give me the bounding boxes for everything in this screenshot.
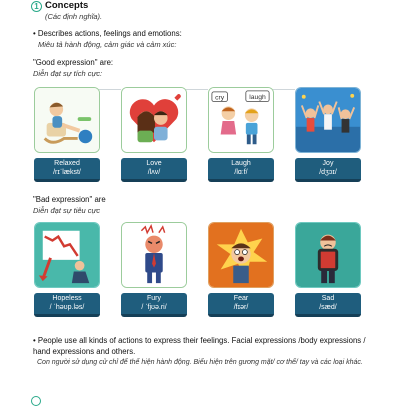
ipa-text: / ˈhəʊp.ləs/ bbox=[49, 303, 85, 311]
cry-sticker-text: cry bbox=[215, 94, 225, 102]
relaxing-person-icon bbox=[34, 87, 100, 153]
word-text: Fear bbox=[233, 294, 249, 302]
card-hopeless bbox=[34, 222, 100, 317]
word-label bbox=[34, 158, 100, 182]
bad-heading-vi: Diễn đạt sự tiêu cực bbox=[33, 206, 101, 215]
word-label bbox=[121, 293, 187, 317]
connector-line bbox=[273, 89, 295, 90]
ipa-text: /dʒɔɪ/ bbox=[319, 168, 337, 176]
next-section-badge bbox=[31, 396, 41, 406]
body-paragraph-en: • People use all kinds of actions to express their feelings. Facial expressions /body expressions / hand expressions and others. bbox=[33, 336, 366, 357]
card-fury bbox=[121, 222, 187, 317]
laughing-kids-icon bbox=[208, 87, 274, 153]
card-love bbox=[121, 87, 187, 182]
card-joy bbox=[295, 87, 361, 182]
good-heading-vi: Diễn đạt sự tích cực: bbox=[33, 69, 103, 78]
bad-heading-en: "Bad expression" are bbox=[33, 195, 106, 204]
intro-line-en: • Describes actions, feelings and emotions: bbox=[33, 29, 182, 38]
word-label bbox=[208, 293, 274, 317]
connector-line bbox=[99, 89, 121, 90]
ipa-text: / ˈfjʊə.ri/ bbox=[141, 303, 167, 311]
section-subtitle: (Các định nghĩa). bbox=[45, 12, 103, 21]
word-text: Hopeless bbox=[52, 294, 82, 302]
falling-chart-icon bbox=[34, 222, 100, 288]
word-text: Joy bbox=[322, 159, 334, 167]
ipa-text: /rɪˈlækst/ bbox=[53, 168, 81, 176]
word-label bbox=[295, 293, 361, 317]
celebrating-people-icon bbox=[295, 87, 361, 153]
sad-man-icon bbox=[295, 222, 361, 288]
word-text: Relaxed bbox=[54, 159, 80, 167]
ipa-text: /lɑːf/ bbox=[234, 168, 248, 176]
card-laugh bbox=[208, 87, 274, 182]
scared-man-icon bbox=[208, 222, 274, 288]
card-relaxed bbox=[34, 87, 100, 182]
word-label bbox=[208, 158, 274, 182]
ipa-text: /lʌv/ bbox=[147, 168, 161, 176]
angry-man-icon bbox=[121, 222, 187, 288]
laugh-sticker-text: laugh bbox=[249, 94, 266, 102]
body-paragraph-vi: Con người sử dụng cử chỉ để thể hiện hành động. Biểu hiện trên gương mặt/ cơ thể/ tay và các loại khác. bbox=[37, 359, 363, 366]
word-label bbox=[34, 293, 100, 317]
word-text: Fury bbox=[147, 294, 161, 302]
word-text: Laugh bbox=[231, 159, 251, 167]
ipa-text: /sæd/ bbox=[319, 303, 337, 311]
word-label bbox=[121, 158, 187, 182]
word-text: Sad bbox=[321, 294, 335, 302]
section-title: Concepts bbox=[45, 0, 89, 11]
good-heading-en: "Good expression" are: bbox=[33, 58, 114, 67]
intro-line-vi: Miêu tả hành động, cảm giác và cảm xúc: bbox=[38, 40, 177, 49]
connector-line bbox=[186, 89, 208, 90]
ipa-text: /fɪər/ bbox=[233, 303, 249, 311]
card-fear bbox=[208, 222, 274, 317]
section-number-badge: 1 bbox=[31, 1, 42, 12]
couple-hearts-icon bbox=[121, 87, 187, 153]
word-text: Love bbox=[146, 159, 162, 167]
word-label bbox=[295, 158, 361, 182]
card-sad bbox=[295, 222, 361, 317]
